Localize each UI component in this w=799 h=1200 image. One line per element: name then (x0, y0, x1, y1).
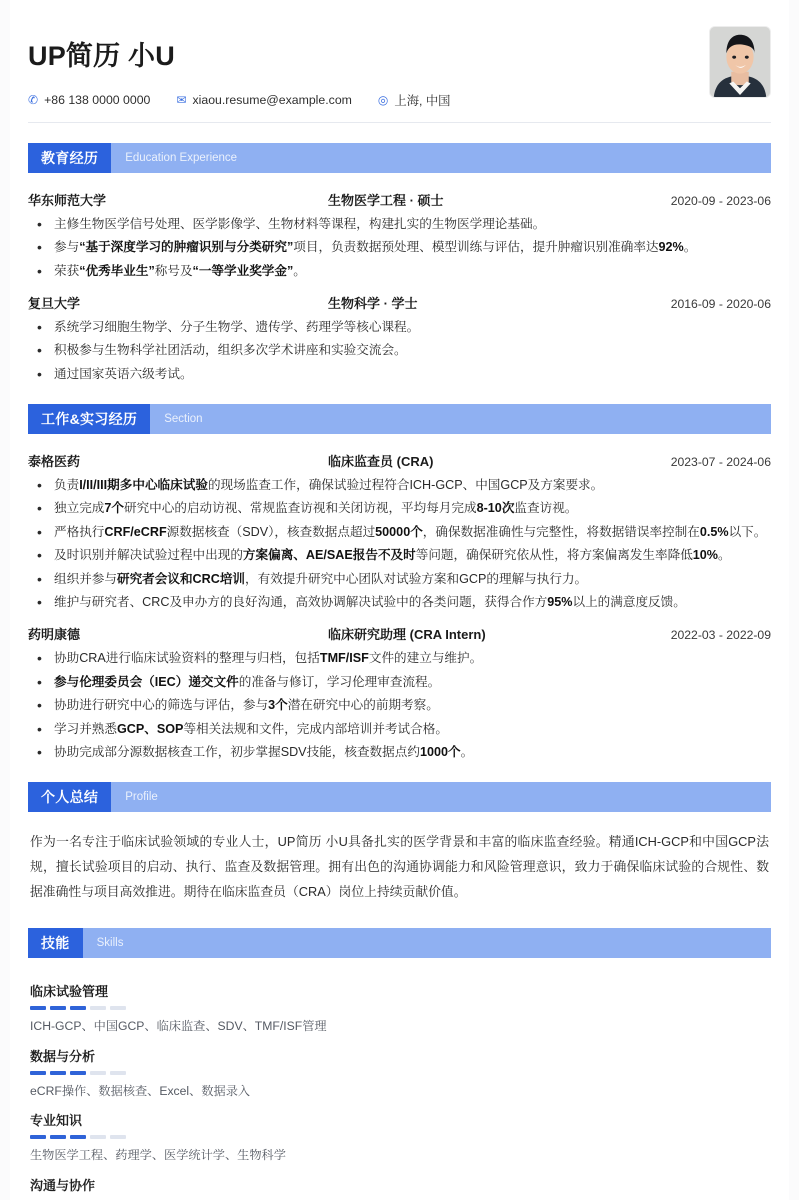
skill-level-segment (70, 1006, 86, 1010)
bullet-emphasis: 1000个 (419, 745, 461, 759)
entry-bullet-list (28, 648, 771, 762)
bullet-emphasis: “优秀毕业生” (79, 263, 155, 278)
entry-bullet (28, 498, 771, 518)
resume-header (28, 0, 771, 123)
entry-role: 临床研究助理 (CRA Intern) (328, 627, 486, 643)
bullet-text: 负责 (54, 478, 80, 493)
section-header-profile (28, 782, 771, 812)
section-subtitle-work: Section (164, 413, 203, 426)
bullet-text: 参与 (54, 240, 80, 255)
section-subtitle-profile: Profile (125, 791, 158, 804)
bullet-emphasis: CRF/eCRF (104, 524, 167, 539)
skill-level-segment (110, 1006, 126, 1010)
skill-level-segment (70, 1135, 86, 1139)
education-entries (28, 185, 771, 384)
bullet-text: 主修生物医学信号处理、医学影像学、生物材料等课程，构建扎实的生物医学理论基础。 (54, 216, 546, 231)
bullet-text: 系统学习细胞生物学、分子生物学、遗传学、药理学等核心课程。 (54, 319, 420, 334)
bullet-text: 源数据核查（SDV），核查数据点超过 (166, 524, 376, 539)
bullet-text: 通过国家英语六级考试。 (54, 366, 193, 381)
skill-level-meter (30, 1071, 769, 1075)
resume-entry (28, 446, 771, 612)
bullet-emphasis: “一等学业奖学金” (192, 263, 294, 278)
bullet-emphasis: 0.5% (699, 524, 729, 539)
bullet-emphasis: 方案偏离、AE/SAE报告不及时 (242, 548, 416, 563)
bullet-emphasis: 7个 (104, 501, 124, 516)
skill-level-segment (110, 1071, 126, 1075)
entry-bullet-list (28, 214, 771, 281)
section-title-skills: 技能 (28, 928, 83, 958)
entry-bullet (28, 214, 771, 234)
bullet-text: 荣获 (54, 263, 80, 278)
skill-level-segment (30, 1071, 46, 1075)
bullet-text: 维护与研究者、CRC及申办方的良好沟通，高效协调解决试验中的各类问题，获得合作方 (54, 595, 548, 610)
bullet-emphasis: 3个 (268, 698, 288, 713)
bullet-text: 学习并熟悉 (54, 721, 117, 736)
entry-bullet (28, 592, 771, 612)
skill-level-segment (50, 1135, 66, 1139)
entry-bullet (28, 364, 771, 384)
skill-level-segment (50, 1071, 66, 1075)
bullet-text: 协助完成部分源数据核查工作，初步掌握SDV技能，核查数据点约 (54, 745, 420, 759)
bullet-text: 潜在研究中心的前期考察。 (287, 698, 439, 713)
bullet-emphasis: 参与 (54, 674, 80, 689)
skill-level-meter (30, 1006, 769, 1010)
bullet-text: 等相关法规和文件，完成内部培训并考试合格。 (183, 721, 448, 736)
contact-row (28, 91, 771, 122)
bullet-text: 组织并参与 (54, 571, 117, 586)
entry-bullet (28, 672, 771, 692)
bullet-text: 严格执行 (54, 524, 105, 539)
skill-level-segment (90, 1135, 106, 1139)
entry-bullet (28, 340, 771, 360)
resume-entry (28, 619, 771, 762)
entry-organization: 泰格医药 (28, 454, 81, 470)
skill-groups (28, 970, 771, 1194)
bullet-emphasis: TMF/ISF (319, 651, 369, 666)
bullet-text: ，有效提升研究中心团队对试验方案和GCP的理解与执行力。 (245, 571, 588, 586)
section-header-work (28, 404, 771, 434)
entry-bullet (28, 522, 771, 542)
skill-group-name: 沟通与协作 (30, 1177, 96, 1193)
bullet-text: 的现场监查工作，确保试验过程符合ICH-GCP、中国GCP及方案要求。 (207, 478, 604, 493)
location-icon: ◎ (377, 92, 389, 107)
bullet-text: 等问题，确保研究依从性，将方案偏离发生率降低 (415, 548, 693, 563)
skill-level-segment (30, 1135, 46, 1139)
entry-bullet (28, 261, 771, 281)
entry-bullet (28, 237, 771, 257)
entry-bullet-list (28, 475, 771, 612)
contact-text: xiaou.resume@example.com (192, 92, 352, 107)
entry-role: 生物医学工程 · 硕士 (328, 192, 444, 208)
bullet-emphasis: 8-10次 (476, 501, 515, 516)
work-entries (28, 446, 771, 762)
bullet-text: 。 (460, 745, 474, 759)
skill-group-name: 专业知识 (30, 1113, 83, 1129)
section-subtitle-education: Education Experience (125, 151, 238, 164)
bullet-emphasis: “基于深度学习的肿瘤识别与分类研究” (79, 240, 294, 255)
bullet-text: 以上的满意度反馈。 (572, 595, 686, 610)
entry-bullet (28, 742, 771, 762)
bullet-text: 独立完成 (54, 501, 105, 516)
entry-date-range: 2023-07 - 2024-06 (670, 455, 771, 470)
bullet-text: ，确保数据准确性与完整性，将数据错误率控制在 (422, 524, 700, 539)
entry-bullet (28, 695, 771, 715)
skill-group (30, 1110, 769, 1166)
resume-entry (28, 185, 771, 281)
phone-icon: ✆ (28, 92, 39, 107)
bullet-text: 。 (683, 240, 697, 255)
skill-level-segment (50, 1006, 66, 1010)
bullet-emphasis: I/II/III期多中心临床试验 (79, 478, 208, 493)
section-title-work: 工作&实习经历 (28, 404, 150, 434)
entry-date-range: 2016-09 - 2020-06 (670, 296, 771, 311)
bullet-text: 协助进行研究中心的筛选与评估，参与 (54, 698, 269, 713)
bullet-text: 及时识别并解决试验过程中出现的 (54, 548, 243, 563)
entry-role: 临床监查员 (CRA) (328, 454, 434, 470)
bullet-emphasis: 10% (692, 548, 719, 563)
bullet-text: 研究中心的启动访视、常规监查访视和关闭访视，平均每月完成 (123, 501, 477, 516)
resume-entry (28, 288, 771, 384)
skill-level-meter (30, 1135, 769, 1139)
section-title-education: 教育经历 (28, 143, 111, 173)
entry-organization: 华东师范大学 (28, 192, 107, 208)
bullet-emphasis: 研究者会议和CRC培训 (116, 571, 246, 586)
contact-item[interactable] (378, 91, 451, 109)
bullet-text: 的准备与修订，学习伦理审查流程。 (238, 674, 441, 689)
entry-bullet (28, 719, 771, 739)
skill-level-segment (90, 1006, 106, 1010)
bullet-emphasis: 92% (658, 240, 684, 255)
skill-group-name: 数据与分析 (30, 1048, 96, 1064)
entry-bullet (28, 475, 771, 495)
profile-summary-text: 作为一名专注于临床试验领域的专业人士，UP简历 小U具备扎实的医学背景和丰富的临床监查经验。精通ICH-GCP和中国GCP法规，擅长试验项目的启动、执行、监查及数据管理。拥有出色的沟通协调能力和风险管理意识，致力于确保临床试验的合规性、数据准确性与项目高效推进。期待在临床监查员（CRA）岗位上持续贡献价值。 (30, 834, 769, 899)
entry-bullet (28, 317, 771, 337)
entry-bullet (28, 545, 771, 565)
skill-group-items: 生物医学工程、药理学、医学统计学、生物科学 (30, 1148, 286, 1163)
page-edge-left (0, 0, 10, 1200)
page-title: UP简历 小U (28, 41, 175, 71)
entry-header (28, 288, 771, 314)
contact-text: +86 138 0000 0000 (44, 92, 151, 107)
skill-level-segment (70, 1071, 86, 1075)
entry-header (28, 619, 771, 645)
entry-bullet-list (28, 317, 771, 384)
avatar (709, 26, 771, 98)
bullet-text: 称号及 (154, 263, 193, 278)
entry-header (28, 446, 771, 472)
skill-level-segment (30, 1006, 46, 1010)
skill-level-segment (90, 1071, 106, 1075)
skill-group-items: ICH-GCP、中国GCP、临床监查、SDV、TMF/ISF管理 (30, 1019, 327, 1034)
entry-bullet (28, 569, 771, 589)
bullet-text: 协助CRA进行临床试验资料的整理与归档，包括 (54, 651, 320, 666)
bullet-emphasis: 50000个 (375, 524, 423, 539)
bullet-text: 以下。 (728, 524, 767, 539)
skill-group-items: eCRF操作、数据核查、Excel、数据录入 (30, 1083, 251, 1098)
bullet-text: 。 (718, 548, 731, 563)
entry-bullet (28, 648, 771, 668)
section-title-profile: 个人总结 (28, 782, 111, 812)
bullet-emphasis: 伦理委员会（IEC）递交文件 (79, 674, 239, 689)
bullet-emphasis: 95% (547, 595, 573, 610)
section-header-education (28, 143, 771, 173)
skill-group-name: 临床试验管理 (30, 984, 109, 1000)
skill-group (30, 1175, 769, 1194)
bullet-text: 积极参与生物科学社团活动，组织多次学术讲座和实验交流会。 (54, 343, 407, 358)
skill-group (30, 981, 769, 1037)
contact-text: 上海, 中国 (394, 93, 451, 108)
entry-header (28, 185, 771, 211)
entry-organization: 复旦大学 (28, 295, 81, 311)
contact-item[interactable] (176, 93, 352, 107)
bullet-emphasis: GCP、SOP (116, 721, 184, 736)
bullet-text: 。 (293, 263, 306, 278)
header-divider (28, 122, 771, 123)
entry-date-range: 2022-03 - 2022-09 (670, 628, 771, 643)
bullet-text: 项目，负责数据预处理、模型训练与评估，提升肿瘤识别准确率达 (293, 240, 659, 255)
skill-level-segment (110, 1135, 126, 1139)
bullet-text: 文件的建立与维护。 (368, 651, 483, 666)
email-icon: ✉ (176, 92, 187, 107)
page-edge-right (789, 0, 799, 1200)
entry-date-range: 2020-09 - 2023-06 (670, 193, 771, 208)
bullet-text: 监查访视。 (514, 501, 578, 516)
entry-role: 生物科学 · 学士 (328, 295, 418, 311)
section-header-skills (28, 928, 771, 958)
entry-organization: 药明康德 (28, 627, 81, 643)
avatar-photo-icon (710, 27, 770, 97)
section-subtitle-skills: Skills (96, 937, 124, 950)
contact-item[interactable] (28, 93, 150, 107)
skill-group (30, 1046, 769, 1102)
